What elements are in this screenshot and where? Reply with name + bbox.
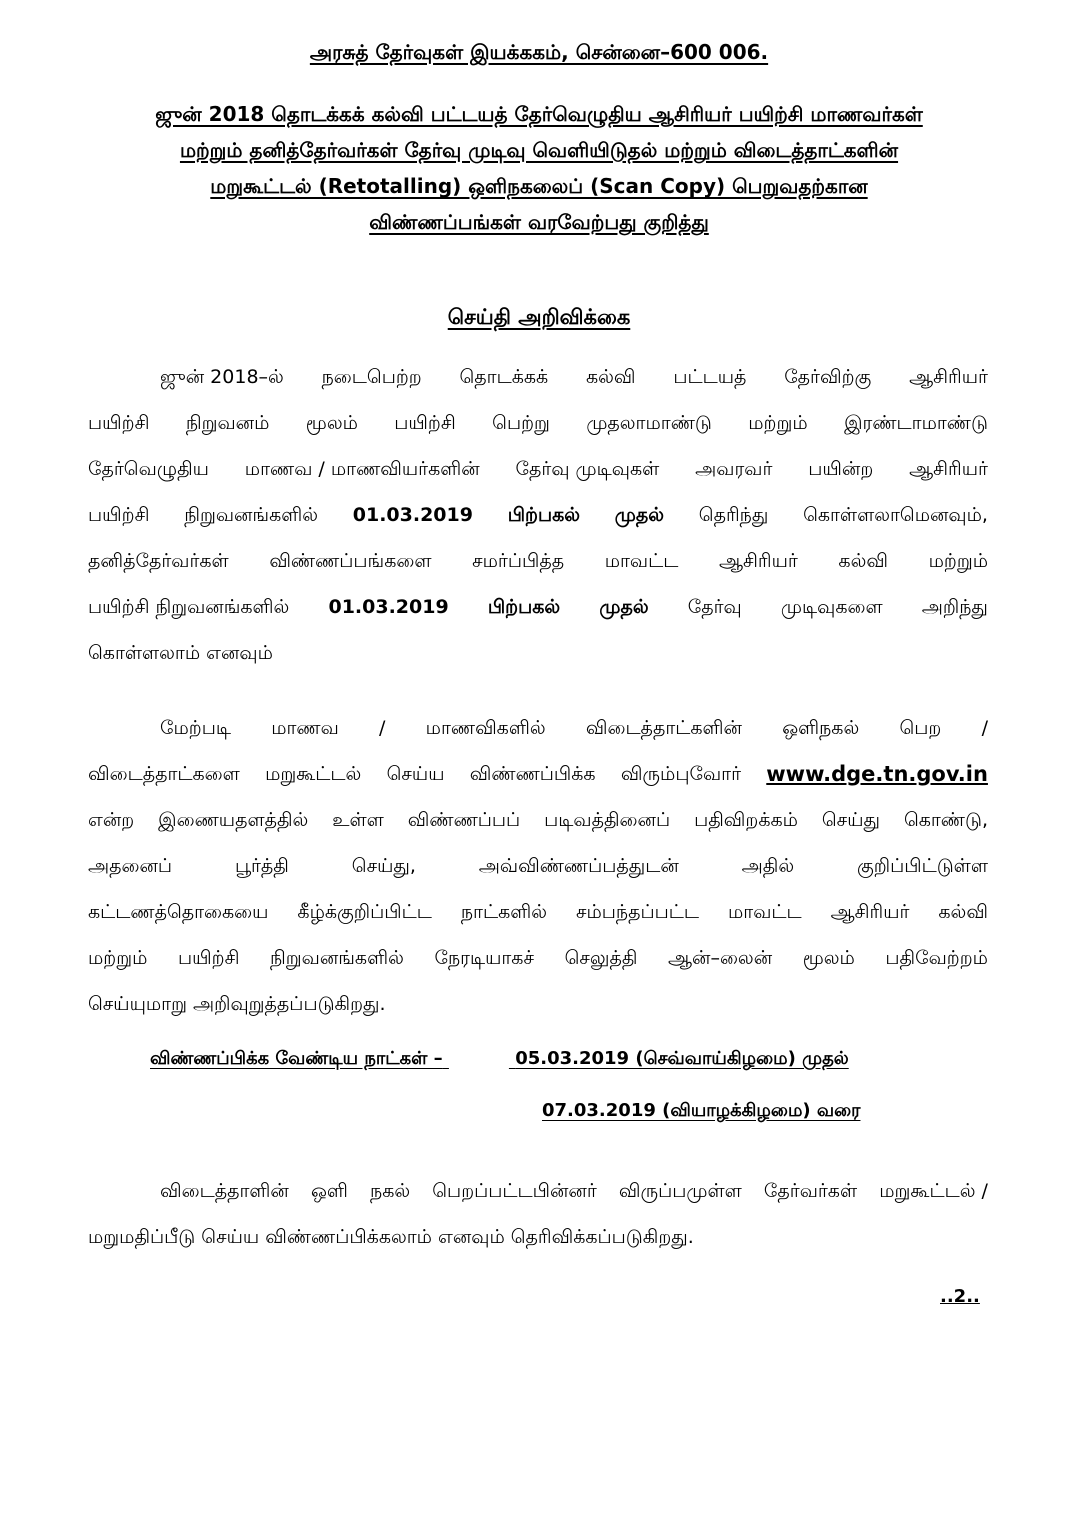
notice-title (95, 96, 983, 240)
paragraph-line: ஜுன் 2018–ல் நடைபெற்ற தொடக்கக் கல்வி பட்டயத் தேர்விற்கு ஆசிரியர் (160, 366, 988, 388)
page-number: ..2.. (940, 1286, 980, 1307)
title-line: மற்றும் தனித்தேர்வர்கள் தேர்வு முடிவு வெளியிடுதல் மற்றும் விடைத்தாட்களின் (179, 138, 899, 162)
paragraph-line: பயிற்சி நிறுவனங்களில் 01.03.2019 பிற்பகல் முதல் தேர்வு முடிவுகளை அறிந்து (88, 584, 988, 630)
website-link[interactable]: www.dge.tn.gov.in (766, 762, 988, 786)
paragraph-line: விடைத்தாட்களை மறுகூட்டல் செய்ய விண்ணப்பிக்க விரும்புவோர் www.dge.tn.gov.in (88, 751, 988, 797)
application-paragraph (88, 705, 988, 1027)
paragraph-line: தேர்வெழுதிய மாணவ / மாணவியர்களின் தேர்வு முடிவுகள் அவரவர் பயின்ற ஆசிரியர் (88, 458, 988, 480)
paragraph-line: மற்றும் பயிற்சி நிறுவனங்களில் நேரடியாகச் செலுத்தி ஆன்–லைன் மூலம் பதிவேற்றம் (88, 947, 988, 969)
press-release-heading: செய்தி அறிவிக்கை (447, 305, 631, 329)
results-paragraph (88, 354, 988, 676)
start-date: 05.03.2019 (செவ்வாய்கிழமை) முதல் (515, 1048, 849, 1069)
title-line: மறுகூட்டல் (Retotalling) ஒளிநகலைப் (Scan Copy) பெறுவதற்கான (210, 174, 868, 198)
end-date: 07.03.2019 (வியாழக்கிழமை) வரை (542, 1100, 861, 1121)
paragraph-line: தனித்தேர்வர்கள் விண்ணப்பங்களை சமர்ப்பித்த மாவட்ட ஆசிரியர் கல்வி மற்றும் (88, 550, 988, 572)
paragraph-line: மேற்படி மாணவ / மாணவிகளில் விடைத்தாட்களின் ஒளிநகல் பெற / (160, 717, 988, 739)
paragraph-line: பயிற்சி நிறுவனங்களில் 01.03.2019 பிற்பகல் முதல் தெரிந்து கொள்ளலாமெனவும், (88, 492, 988, 538)
title-line: விண்ணப்பங்கள் வரவேற்பது குறித்து (369, 210, 709, 234)
paragraph-line: மறுமதிப்பீடு செய்ய விண்ணப்பிக்கலாம் எனவும் தெரிவிக்கப்படுகிறது. (88, 1226, 694, 1248)
result-date: 01.03.2019 (352, 504, 473, 526)
dates-label: விண்ணப்பிக்க வேண்டிய நாட்கள் – (150, 1048, 443, 1069)
application-dates-line (150, 1044, 930, 1074)
revaluation-paragraph (88, 1168, 988, 1260)
paragraph-line: அதனைப் பூர்த்தி செய்து, அவ்விண்ணப்பத்துடன் அதில் குறிப்பிட்டுள்ள (88, 855, 988, 877)
paragraph-line: பயிற்சி நிறுவனம் மூலம் பயிற்சி பெற்று முதலாமாண்டு மற்றும் இரண்டாமாண்டு (88, 412, 988, 434)
result-date: 01.03.2019 (328, 596, 449, 618)
paragraph-line: கட்டணத்தொகையை கீழ்க்குறிப்பிட்ட நாட்களில் சம்பந்தப்பட்ட மாவட்ட ஆசிரியர் கல்வி (88, 901, 988, 923)
office-header: அரசுத் தேர்வுகள் இயக்ககம், சென்னை–600 006. (309, 40, 769, 64)
paragraph-line: செய்யுமாறு அறிவுறுத்தப்படுகிறது. (88, 993, 386, 1015)
paragraph-line: விடைத்தாளின் ஒளி நகல் பெறப்பட்டபின்னர் விருப்பமுள்ள தேர்வர்கள் மறுகூட்டல் / (160, 1180, 988, 1202)
paragraph-line: என்ற இணையதளத்தில் உள்ள விண்ணப்பப் படிவத்தினைப் பதிவிறக்கம் செய்து கொண்டு, (88, 809, 988, 831)
title-line: ஜுன் 2018 தொடக்கக் கல்வி பட்டயத் தேர்வெழுதிய ஆசிரியர் பயிற்சி மாணவர்கள் (155, 102, 923, 126)
paragraph-line: கொள்ளலாம் எனவும் (88, 642, 273, 664)
